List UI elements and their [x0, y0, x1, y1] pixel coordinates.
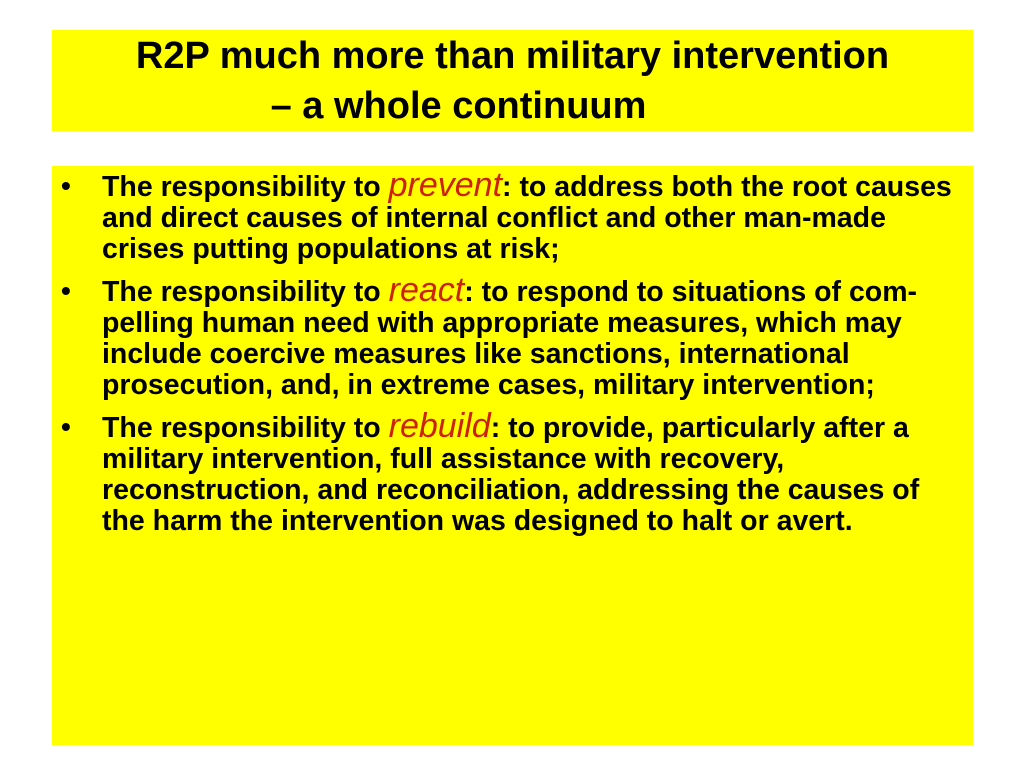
slide-title-line-2: – a whole continuum [270, 85, 647, 127]
bullet-text: : to respond to situations of com- pelling human need with appropriate measures, which may include coercive measures like sanctions, international prosecution, and, in extreme cases, military intervention; [102, 276, 918, 401]
bullet-prefix: The responsibility to [102, 276, 389, 308]
bullet-item-react [52, 271, 973, 401]
bullet-text: : to provide, particularly after a military intervention, full assistance with recovery, reconstruction, and reconciliation, addressing the causes of the harm the intervention was designed to halt or avert. [102, 412, 920, 537]
bullet-keyword: prevent [388, 166, 503, 204]
bullet-keyword: rebuild [388, 407, 491, 445]
bullet-icon: • [61, 411, 71, 442]
bullet-item-prevent [52, 166, 973, 265]
slide-title-line-1: R2P much more than military intervention [135, 35, 890, 77]
title-box [52, 30, 973, 131]
bullet-prefix: The responsibility to [102, 171, 389, 203]
bullet-prefix: The responsibility to [102, 412, 389, 444]
bullet-list [52, 166, 973, 547]
bullet-keyword: react [388, 271, 465, 309]
bullet-text: : to address both the root causes and direct causes of internal conflict and other man-made crises putting populations at risk; [102, 171, 952, 265]
content-box [52, 166, 973, 745]
bullet-item-rebuild [52, 407, 973, 537]
bullet-icon: • [61, 170, 71, 201]
bullet-icon: • [61, 275, 71, 306]
